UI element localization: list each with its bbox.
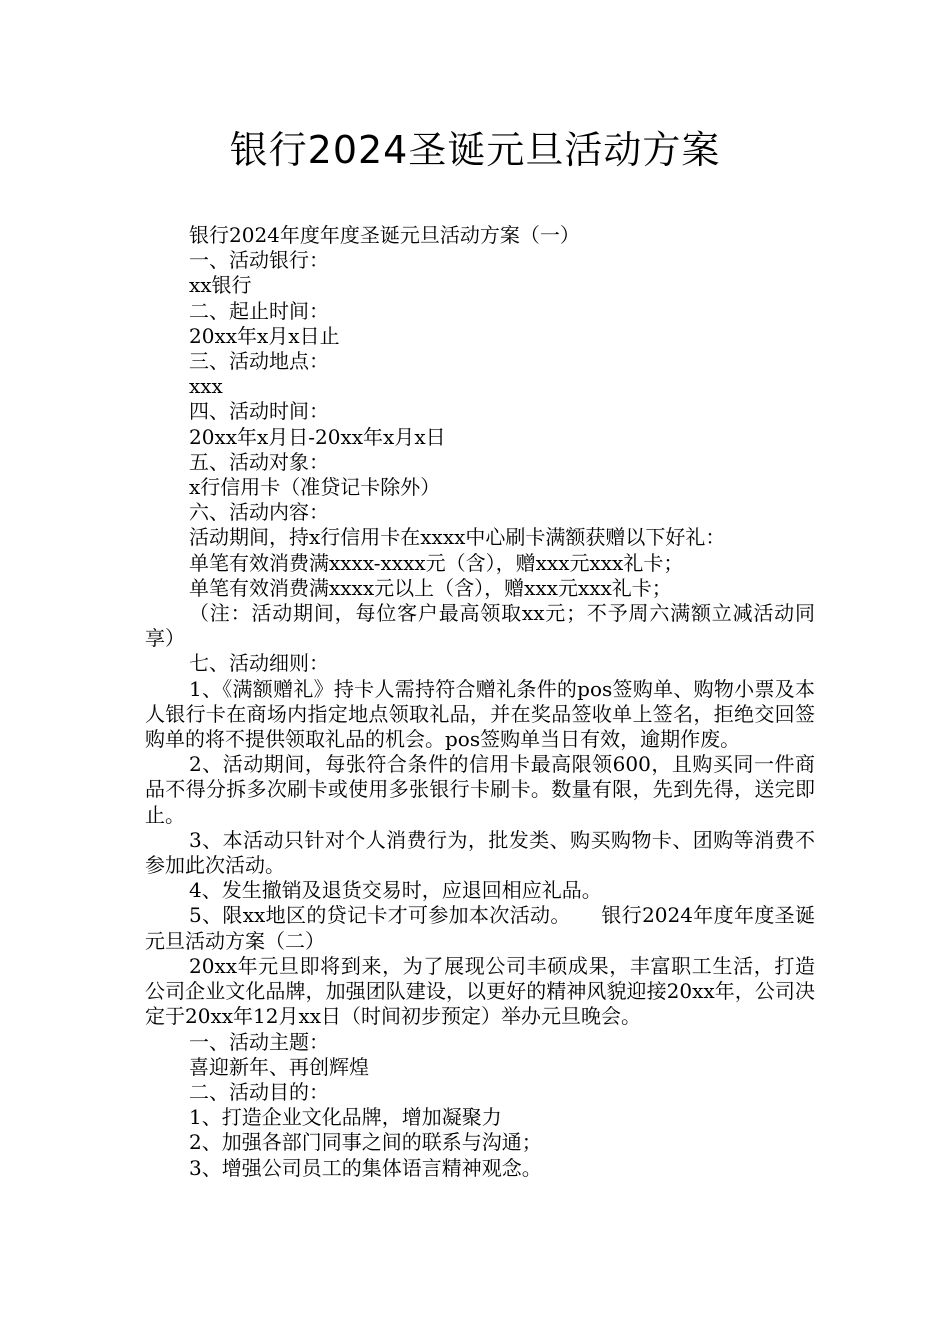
body-line: 二、起止时间： bbox=[189, 298, 329, 323]
body-paragraph: 5、限xx地区的贷记卡才可参加本次活动。 银行2024年度年度圣诞元旦活动方案（二） bbox=[145, 903, 815, 953]
body-paragraph: 1、《满额赠礼》持卡人需持符合赠礼条件的pos签购单、购物小票及本人银行卡在商场内指定地点领取礼品，并在奖品签收单上签名，拒绝交回签购单的将不提供领取礼品的机会。pos签购单当日有效，逾期作废。 bbox=[145, 676, 815, 752]
body-line: 五、活动对象： bbox=[189, 449, 329, 474]
body-line: 二、活动目的： bbox=[189, 1079, 329, 1104]
body-line: 20xx年x月日-20xx年x月x日 bbox=[189, 424, 446, 449]
body-line: 一、活动主题： bbox=[189, 1029, 329, 1054]
body-line: 一、活动银行： bbox=[189, 248, 329, 273]
body-line: xxx bbox=[189, 374, 223, 399]
body-line: 单笔有效消费满xxxx-xxxx元（含），赠xxx元xxx礼卡； bbox=[189, 550, 684, 575]
body-line: 喜迎新年、再创辉煌 bbox=[189, 1054, 369, 1079]
body-line: 2、加强各部门同事之间的联系与沟通； bbox=[189, 1130, 542, 1155]
document-title: 银行2024圣诞元旦活动方案 bbox=[229, 128, 721, 172]
body-line: 七、活动细则： bbox=[189, 651, 329, 676]
body-line: 20xx年x月x日止 bbox=[189, 323, 340, 348]
body-line: 三、活动地点： bbox=[189, 349, 329, 374]
body-paragraph: 20xx年元旦即将到来，为了展现公司丰硕成果，丰富职工生活，打造公司企业文化品牌，加强团队建设，以更好的精神风貌迎接20xx年，公司决定于20xx年12月xx日（时间初步预定）举办元旦晚会。 bbox=[145, 953, 815, 1029]
body-line: 1、打造企业文化品牌，增加凝聚力 bbox=[189, 1105, 502, 1130]
body-line: 银行2024年度年度圣诞元旦活动方案（一） bbox=[189, 223, 580, 247]
body-line: 活动期间，持x行信用卡在xxxx中心刷卡满额获赠以下好礼： bbox=[189, 525, 726, 550]
body-line: 3、增强公司员工的集体语言精神观念。 bbox=[189, 1155, 542, 1180]
body-paragraph: （注：活动期间，每位客户最高领取xx元；不予周六满额立减活动同享） bbox=[145, 601, 815, 651]
body-line: 4、发生撤销及退货交易时，应退回相应礼品。 bbox=[189, 878, 602, 903]
body-paragraph: 3、本活动只针对个人消费行为，批发类、购买购物卡、团购等消费不参加此次活动。 bbox=[145, 827, 815, 878]
document-body bbox=[145, 223, 815, 1181]
body-line: xx银行 bbox=[189, 273, 252, 298]
body-line: x行信用卡（准贷记卡除外） bbox=[189, 475, 441, 500]
body-paragraph: 2、活动期间，每张符合条件的信用卡最高限领600，且购买同一件商品不得分拆多次刷卡或使用多张银行卡刷卡。数量有限，先到先得，送完即止。 bbox=[145, 752, 815, 827]
body-line: 单笔有效消费满xxxx元以上（含），赠xxx元xxx礼卡； bbox=[189, 575, 672, 600]
body-line: 四、活动时间： bbox=[189, 399, 329, 424]
body-line: 六、活动内容： bbox=[189, 500, 329, 525]
